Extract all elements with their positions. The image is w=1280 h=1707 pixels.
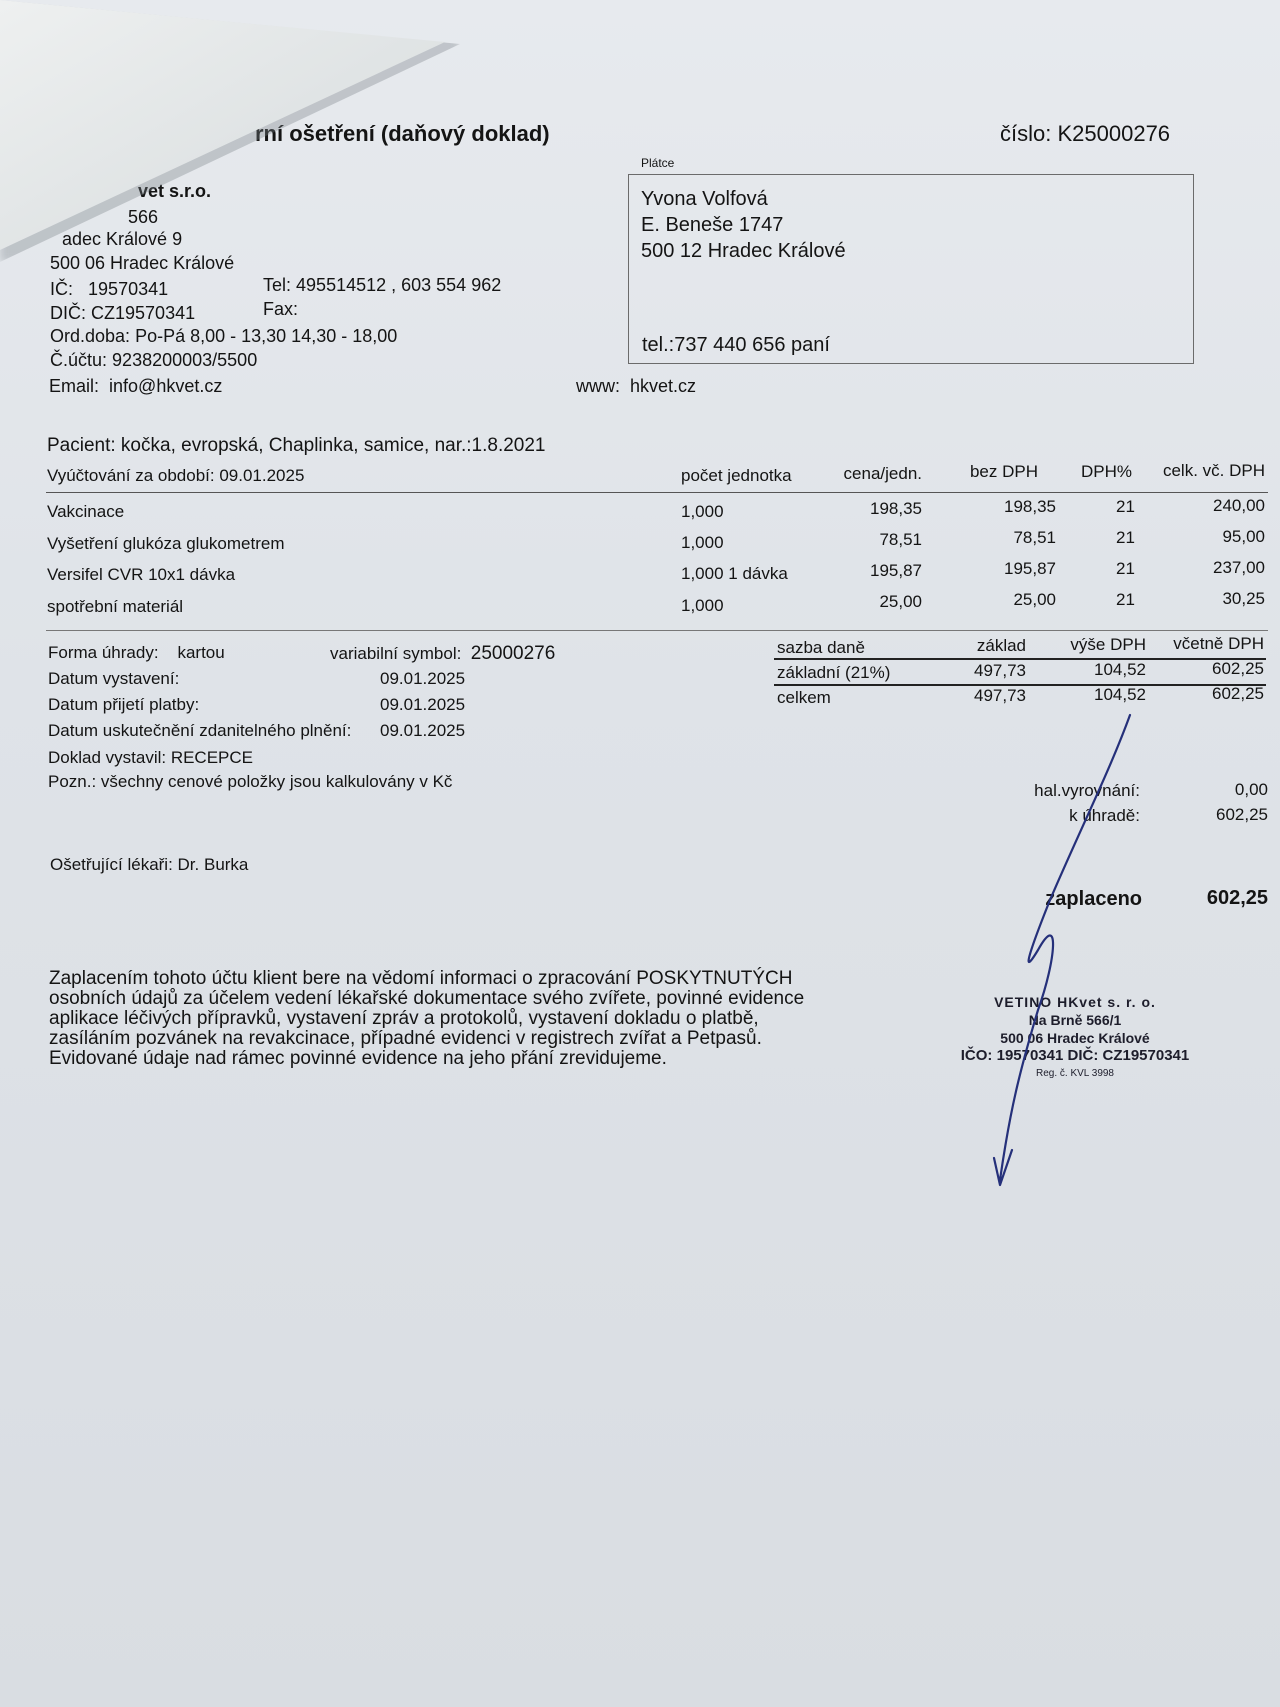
stamp-line: IČO: 19570341 DIČ: CZ19570341 xyxy=(960,1047,1190,1064)
item-total: 30,25 xyxy=(1222,589,1265,608)
signature xyxy=(960,710,1140,1190)
due-label: k úhradě: xyxy=(1069,806,1140,825)
stamp-line: VETINO HKvet s. r. o. xyxy=(994,994,1156,1010)
item-qty: 1,000 xyxy=(681,533,724,552)
payer-label: Plátce xyxy=(641,156,675,170)
account-value: 9238200003/5500 xyxy=(112,350,258,370)
ic-label: IČ: xyxy=(50,279,74,299)
item-price: 78,51 xyxy=(879,530,922,549)
item-vat: 21 xyxy=(1116,497,1135,516)
invoice-number xyxy=(1000,121,1170,147)
item-qty: 1,000 xyxy=(681,596,724,615)
payment-method xyxy=(48,643,225,663)
issuer-email xyxy=(49,376,222,397)
hours-label: Ord.doba: xyxy=(50,326,131,346)
payment-method-label: Forma úhrady: xyxy=(48,643,159,662)
received-date-label: Datum přijetí platby: xyxy=(48,695,200,714)
issuer-account xyxy=(50,350,257,371)
rounding-value: 0,00 xyxy=(1234,780,1268,799)
item-vat: 21 xyxy=(1116,559,1135,578)
www-label: www: xyxy=(576,376,620,396)
ic-value: 19570341 xyxy=(88,279,169,299)
tel-label: Tel: xyxy=(263,275,292,295)
variable-symbol-value: 25000276 xyxy=(470,643,556,664)
issuer-www xyxy=(576,376,696,397)
item-net: 198,35 xyxy=(1004,497,1056,516)
document-title: rní ošetření (daňový doklad) xyxy=(255,121,550,146)
issuer-street: 566 xyxy=(128,207,159,227)
item-name: Vakcinace xyxy=(47,502,125,521)
col-qty-unit: počet jednotka xyxy=(681,466,792,485)
due-value: 602,25 xyxy=(1216,805,1268,824)
issued-by: Doklad vystavil: RECEPCE xyxy=(48,748,254,767)
vat-base: 497,73 xyxy=(974,661,1026,680)
paid-label: zaplaceno xyxy=(1045,888,1142,910)
vat-amount: 104,52 xyxy=(1094,660,1146,679)
vat-rate: základní (21%) xyxy=(777,663,891,682)
patient-line: Pacient: kočka, evropská, Chaplinka, samice, nar.:1.8.2021 xyxy=(47,435,546,456)
issuer-city: adec Králové 9 xyxy=(62,229,183,249)
payer-name: Yvona Volfová xyxy=(641,188,768,210)
dic-value: CZ19570341 xyxy=(91,303,196,323)
vat-col-total: včetně DPH xyxy=(1173,634,1264,653)
item-net: 78,51 xyxy=(1013,528,1056,547)
disclaimer-line: osobních údajů za účelem vedení lékařské dokumentace svého zvířete, povinné evidence xyxy=(49,988,805,1009)
dic-label: DIČ: xyxy=(50,303,86,323)
payer-city: 500 12 Hradec Králové xyxy=(641,240,846,262)
payment-method-value: kartou xyxy=(177,643,225,662)
disclaimer-line: Zaplacením tohoto účtu klient bere na vědomí informaci o zpracování POSKYTNUTÝCH xyxy=(49,968,793,989)
payer-street: E. Beneše 1747 xyxy=(641,214,784,236)
issued-date-label: Datum vystavení: xyxy=(48,669,180,688)
issuer-name: vet s.r.o. xyxy=(138,181,212,201)
item-net: 25,00 xyxy=(1013,590,1056,609)
vat-rate: celkem xyxy=(777,688,831,707)
vat-amount: 104,52 xyxy=(1094,685,1146,704)
stamp-line: 500 06 Hradec Králové xyxy=(1000,1030,1150,1046)
item-total: 240,00 xyxy=(1213,496,1265,515)
variable-symbol-label: variabilní symbol: xyxy=(330,644,462,663)
invoice-number-label: číslo: xyxy=(1000,121,1052,146)
vat-total: 602,25 xyxy=(1212,684,1264,703)
col-vat-pct: DPH% xyxy=(1081,462,1133,481)
item-name: spotřební materiál xyxy=(47,597,184,616)
item-qty: 1,000 xyxy=(681,502,724,521)
disclaimer-line: aplikace léčivých přípravků, vystavení zpráv a protokolů, vystavení dokladu o platbě, xyxy=(49,1008,759,1029)
col-total: celk. vč. DPH xyxy=(1162,461,1265,480)
item-total: 237,00 xyxy=(1213,558,1265,577)
item-name: Vyšetření glukóza glukometrem xyxy=(47,534,285,553)
item-price: 195,87 xyxy=(870,561,922,580)
www-value: hkvet.cz xyxy=(630,376,697,396)
issuer-tel xyxy=(263,275,501,296)
rounding-label: hal.vyrovnání: xyxy=(1034,781,1140,800)
issuer-dic xyxy=(50,303,195,324)
item-vat: 21 xyxy=(1116,528,1135,547)
col-unit-price: cena/jedn. xyxy=(843,464,922,483)
issued-date-value: 09.01.2025 xyxy=(380,669,466,688)
doctor: Ošetřující lékaři: Dr. Burka xyxy=(50,855,249,874)
hours-value: Po-Pá 8,00 - 13,30 14,30 - 18,00 xyxy=(135,326,398,346)
disclaimer-line: Evidované údaje nad rámec povinné evidence na jeho přání zrevidujeme. xyxy=(49,1048,667,1069)
issuer-ic xyxy=(50,279,168,300)
vat-col-rate: sazba daně xyxy=(777,638,865,657)
items-header-rule xyxy=(46,492,1268,493)
email-value: info@hkvet.cz xyxy=(109,376,223,396)
tel-value: 495514512 , 603 554 962 xyxy=(296,275,502,295)
issuer-postal: 500 06 Hradec Králové xyxy=(50,253,235,273)
billing-period: Vyúčtování za období: 09.01.2025 xyxy=(47,466,305,485)
stamp-line: Reg. č. KVL 3998 xyxy=(1035,1068,1114,1079)
issuer-hours xyxy=(50,326,397,347)
received-date-value: 09.01.2025 xyxy=(380,695,466,714)
payer-phone: tel.:737 440 656 paní xyxy=(642,334,830,356)
disclaimer xyxy=(49,969,804,1069)
item-net: 195,87 xyxy=(1004,559,1056,578)
variable-symbol xyxy=(330,643,555,665)
email-label: Email: xyxy=(49,376,100,396)
taxable-date-label: Datum uskutečnění zdanitelného plnění: xyxy=(48,721,352,740)
vat-total: 602,25 xyxy=(1212,659,1264,678)
item-vat: 21 xyxy=(1116,590,1135,609)
issuer-fax: Fax: xyxy=(263,299,299,319)
account-label: Č.účtu: xyxy=(50,350,108,370)
item-total: 95,00 xyxy=(1222,527,1265,546)
vat-col-vat: výše DPH xyxy=(1070,635,1146,654)
taxable-date-value: 09.01.2025 xyxy=(380,721,466,740)
item-price: 25,00 xyxy=(879,592,922,611)
col-net: bez DPH xyxy=(969,462,1038,481)
price-note: Pozn.: všechny cenové položky jsou kalkulovány v Kč xyxy=(48,772,453,791)
items-bottom-rule xyxy=(46,630,1268,631)
disclaimer-line: zasíláním pozvánek na revakcinace, případné evidenci v registrech zvířat a Petpasů. xyxy=(49,1028,762,1049)
item-price: 198,35 xyxy=(870,499,922,518)
item-qty: 1,000 1 dávka xyxy=(681,564,788,583)
item-name: Versifel CVR 10x1 dávka xyxy=(47,565,236,584)
stamp-line: Na Brně 566/1 xyxy=(1028,1012,1122,1028)
invoice-number-value: K25000276 xyxy=(1057,121,1171,146)
vat-base: 497,73 xyxy=(974,686,1026,705)
vat-col-base: základ xyxy=(976,636,1026,655)
paid-value: 602,25 xyxy=(1206,887,1268,909)
